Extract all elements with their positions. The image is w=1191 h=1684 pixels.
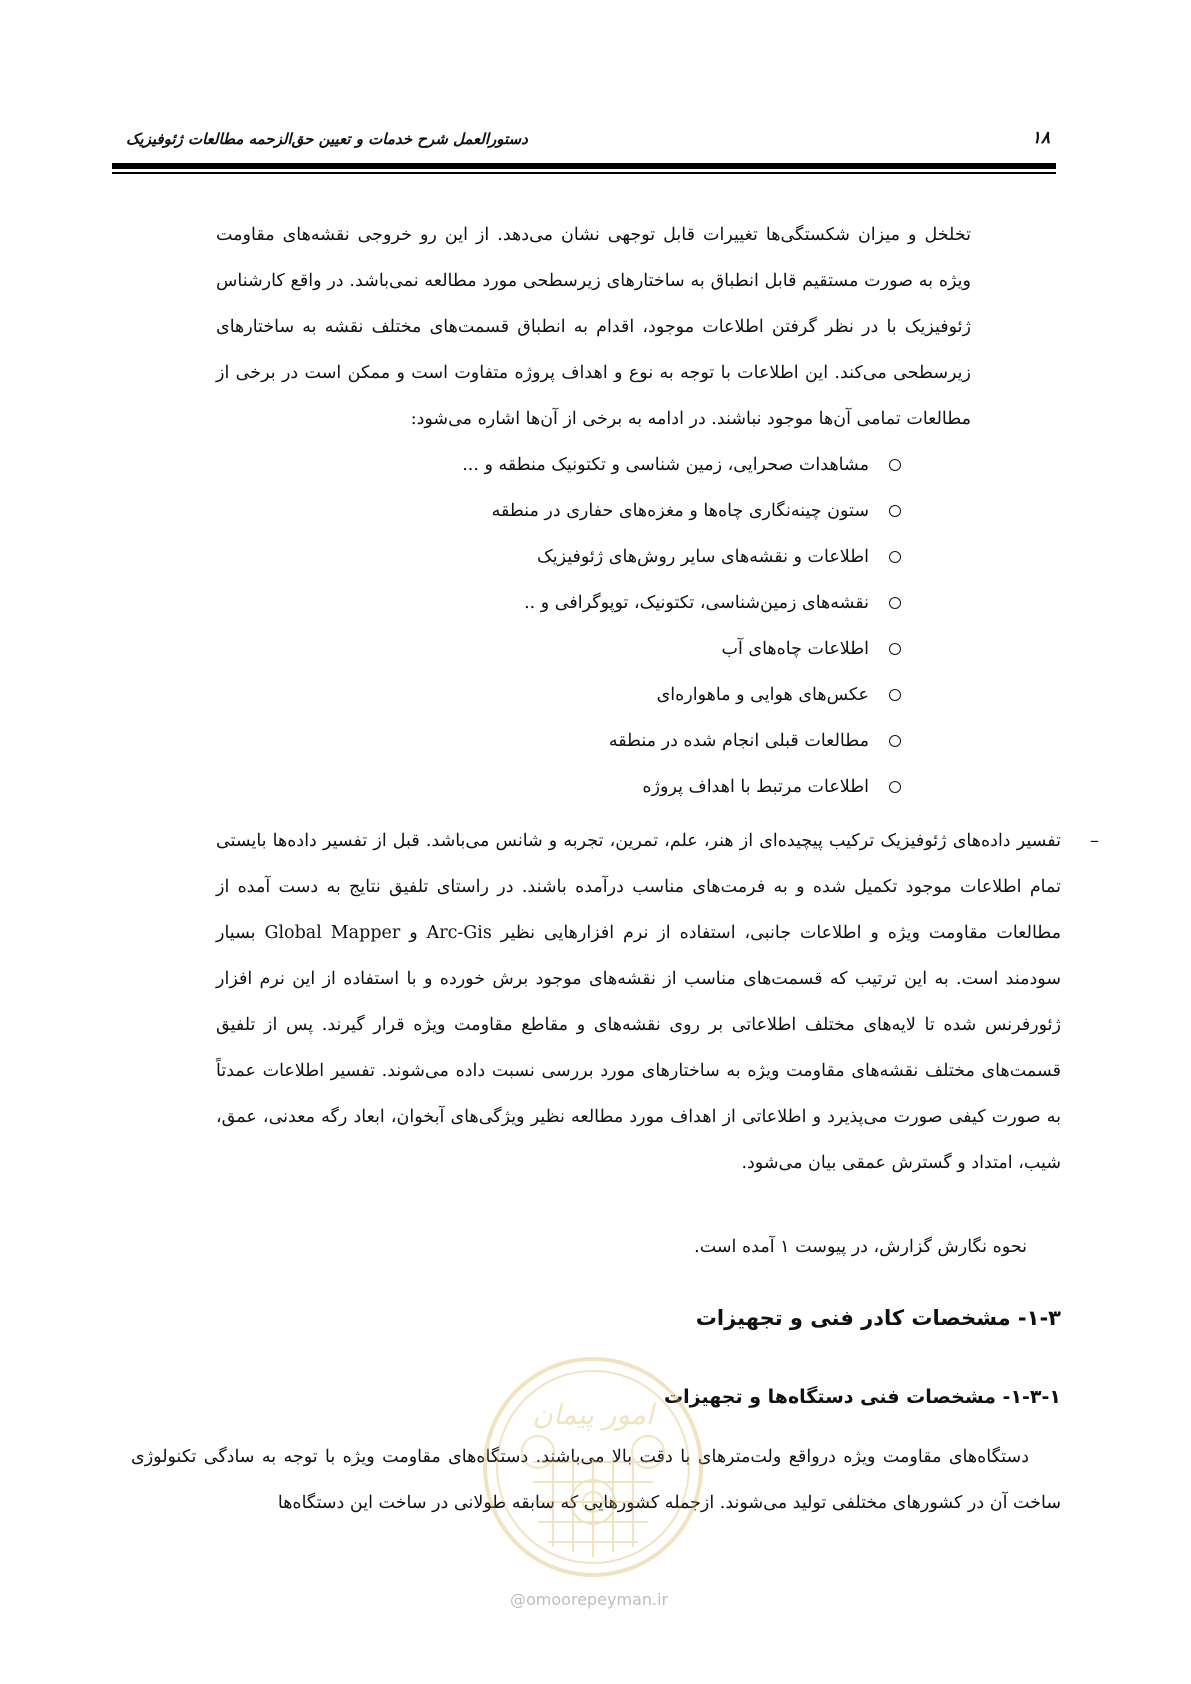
devices-paragraph: دستگاه‌های مقاومت ویژه درواقع ولت‌مترهای با دقت بالا می‌باشند. دستگاه‌های مقاومت ویژه با توجه به سادگی تکنولوژی ساخت آن در کشورهای مختلفی تولید می‌شوند. ازجمله کشورهایی که سابقه طولانی در ساخت این دستگاه‌ها	[131, 1447, 1061, 1513]
list-item-text: مشاهدات صحرایی، زمین شناسی و تکتونیک منطقه و ...	[462, 455, 869, 475]
circle-bullet-icon	[889, 459, 901, 471]
interpretation-paragraph	[216, 818, 1099, 1186]
list-item	[301, 718, 901, 764]
running-header	[112, 128, 1056, 154]
list-item-text: عکس‌های هوایی و ماهواره‌ای	[656, 685, 869, 705]
list-item-text: اطلاعات چاه‌های آب	[721, 639, 869, 659]
list-item-text: نقشه‌های زمین‌شناسی، تکتونیک، توپوگرافی و ..	[524, 593, 869, 613]
circle-bullet-icon	[889, 505, 901, 517]
list-item	[301, 626, 901, 672]
dash-bullet: –	[1090, 830, 1099, 851]
list-item	[301, 442, 901, 488]
watermark-logo	[478, 1352, 708, 1582]
list-item	[301, 580, 901, 626]
report-note: نحوه نگارش گزارش، در پیوست ۱ آمده است.	[694, 1237, 1027, 1257]
list-item-text: اطلاعات و نقشه‌های سایر روش‌های ژئوفیزیک	[537, 547, 869, 567]
circle-bullet-icon	[889, 551, 901, 563]
paragraph-intro: تخلخل و میزان شکستگی‌ها تغییرات قابل توجهی نشان می‌دهد. از این رو خروجی نقشه‌های مقاومت ویژه به صورت مستقیم قابل انطباق به ساختارهای زیرسطحی مورد مطالعه نمی‌باشد. در واقع کارشناس ژئوفیزیک با در نظر گرفتن اطلاعات موجود، اقدام به انطباق قسمت‌های مختلف نقشه به ساختارهای زیرسطحی می‌کند. این اطلاعات با توجه به نوع و اهداف پروژه متفاوت است و ممکن است در برخی از مطالعات تمامی آن‌ها موجود نباشند. در ادامه به برخی از آن‌ها اشاره می‌شود:	[216, 225, 971, 429]
circle-bullet-icon	[889, 597, 901, 609]
section-heading: ۱-۳- مشخصات کادر فنی و تجهیزات	[695, 1306, 1061, 1330]
watermark-logo-text: امور پیمان	[532, 1398, 654, 1431]
circle-bullet-icon	[889, 643, 901, 655]
list-item	[301, 534, 901, 580]
list-item	[301, 488, 901, 534]
list-item-text: اطلاعات مرتبط با اهداف پروژه	[642, 777, 869, 797]
interpretation-text: تفسیر داده‌های ژئوفیزیک ترکیب پیچیده‌ای از هنر، علم، تمرین، تجربه و شانس می‌باشد. قبل از تفسیر داده‌ها بایستی تمام اطلاعات موجود تکمیل شده و به فرمت‌های مناسب درآمده باشند. در راستای تلفیق نتایج به دست آمده از مطالعات مقاومت ویژه و اطلاعات جانبی، استفاده از نرم افزارهایی نظیر Arc-Gis و Global Mapper بسیار سودمند است. به این ترتیب که قسمت‌های مناسب از نقشه‌های موجود برش خورده و با استفاده از این نرم افزار ژئورفرنس شده تا لایه‌های مختلف اطلاعاتی بر روی نقشه‌های و مقاطع مقاومت ویژه قرار گیرند. پس از تلفیق قسمت‌های مختلف نقشه‌های مقاومت ویژه به ساختارهای مورد بررسی نسبت داده می‌شوند. تفسیر اطلاعات عمدتاً به صورت کیفی صورت می‌پذیرد و اطلاعاتی از اهداف مورد مطالعه نظیر ویژگی‌های آبخوان، ابعاد رگه معدنی، عمق، شیب، امتداد و گسترش عمقی بیان می‌شود.	[216, 831, 1061, 1173]
circle-bullet-icon	[889, 735, 901, 747]
subsection-heading: ۱-۳-۱- مشخصات فنی دستگاه‌ها و تجهیزات	[664, 1386, 1061, 1408]
list-item-text: ستون چینه‌نگاری چاه‌ها و مغزه‌های حفاری در منطقه	[491, 501, 869, 521]
list-item	[301, 764, 901, 810]
header-rule-thick	[112, 163, 1056, 169]
circle-bullet-icon	[889, 689, 901, 701]
watermark-url: @omoorepeyman.ir	[510, 1590, 669, 1609]
list-item	[301, 672, 901, 718]
circle-bullet-icon	[889, 781, 901, 793]
info-sources-list	[301, 442, 901, 810]
header-rule-thin	[112, 172, 1056, 174]
header-title: دستورالعمل شرح خدمات و تعیین حق‌الزحمه مطالعات ژئوفیزیک	[126, 130, 528, 148]
page-number: ۱۸	[1031, 128, 1050, 148]
list-item-text: مطالعات قبلی انجام شده در منطقه	[608, 731, 869, 751]
